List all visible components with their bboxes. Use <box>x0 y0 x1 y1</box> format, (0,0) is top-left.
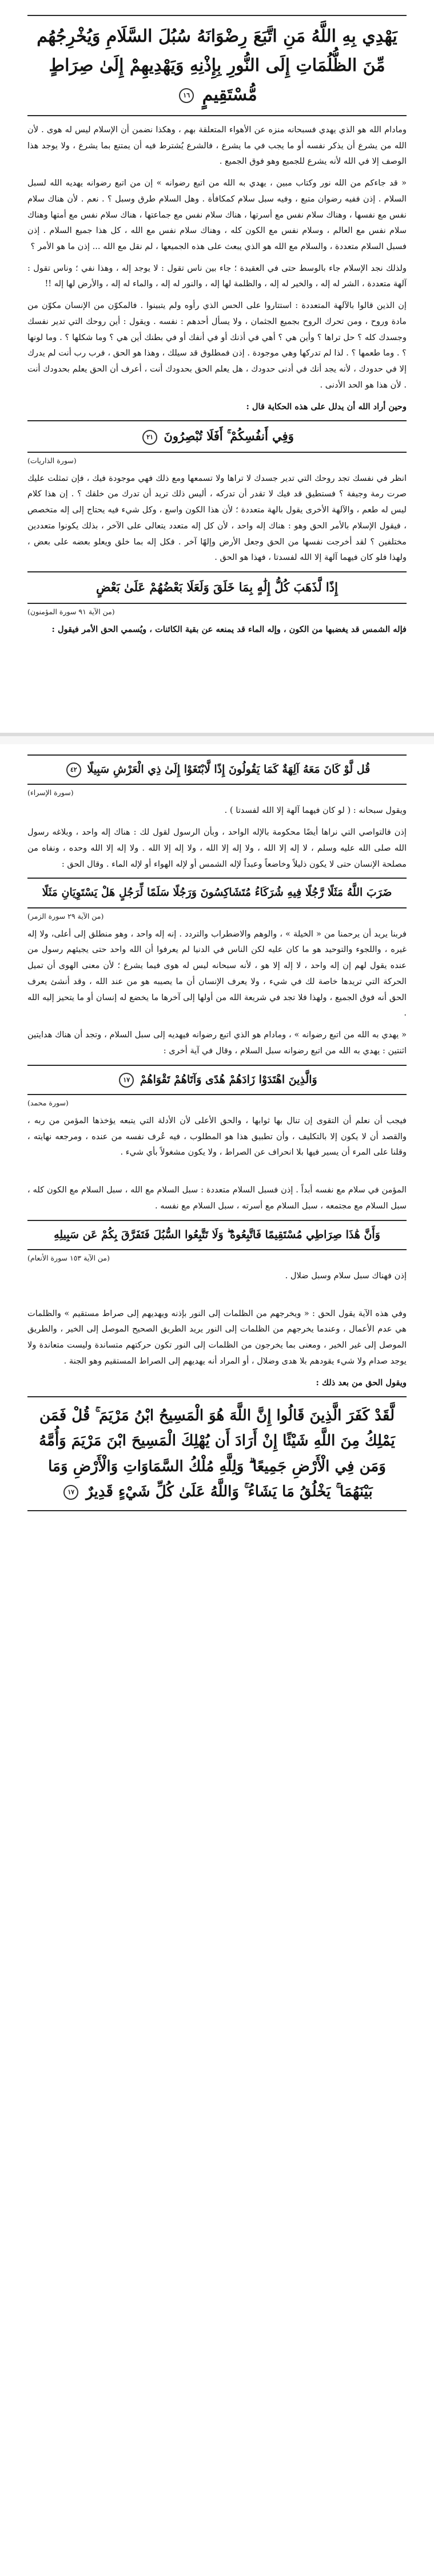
verse-number-ornament: ١٦ <box>179 88 194 103</box>
paragraph: وحين أراد الله أن يدلل على هذه الحكاية قال : <box>246 401 407 412</box>
paragraph: ويقول الحق من بعد ذلك : <box>316 1377 407 1388</box>
verse-number-ornament: ١٧ <box>119 1073 134 1088</box>
verse-text: لَّقَدْ كَفَرَ الَّذِينَ قَالُوا إِنَّ اللَّهَ هُوَ الْمَسِيحُ ابْنُ مَرْيَمَ ۚ قُلْ فَمَن يَمْلِكُ مِنَ اللَّهِ شَيْئًا إِنْ أَرَادَ أَن يُهْلِكَ الْمَسِيحَ ابْنَ مَرْيَمَ وَأُمَّهُ وَمَن فِي الْأَرْضِ جَمِيعًا ۗ وَلِلَّهِ مُلْكُ السَّمَاوَاتِ وَالْأَرْضِ وَمَا بَيْنَهُمَا ۚ يَخْلُقُ مَا يَشَاءُ ۚ وَاللَّهُ عَلَىٰ كُلِّ شَيْءٍ قَدِيرٌ <box>39 1407 395 1500</box>
paragraph: ومادام الله هو الذي يهدي فسبحانه منزه عن الأهواء المتعلقة بهم ، وهكذا نضمن أن الإسلام ليس له هوى . لأن الله من يشرع أن يذكر نفسه أو ما يجب في ما يشرع ، فالشرع يُشترط فيه أن يمتنع بما يشرع ، ولا يوجد هذا الوصف إلا في الله لأنه يشرع للجميع وهو فوق الجميع . <box>27 125 407 167</box>
page-divider <box>0 733 434 736</box>
quran-verse <box>27 1065 407 1095</box>
paragraph: المؤمن في سلام مع نفسه أبداً . إذن فسبل السلام متعددة : سبل السلام مع الله ، سبل السلام مع الكون كله ، سبل السلام مع مجتمعه ، سبل السلام مع أسرته ، سبل السلام مع نفسه . <box>27 1185 407 1211</box>
verse-number-ornament: ٤٢ <box>66 762 81 777</box>
quran-verse <box>27 1220 407 1250</box>
quran-verse <box>27 754 407 785</box>
verse-text: وَفِي أَنفُسِكُمْ ۚ أَفَلَا تُبْصِرُونَ <box>164 429 294 444</box>
paragraph: فإله الشمس قد يغضبها من الكون ، وإله الماء قد يمنعه عن بقية الكائنات ، ويُسمي الحق الأمر فيقول : <box>51 624 407 634</box>
quran-verse <box>27 571 407 604</box>
page-sheet-2 <box>0 740 434 2576</box>
verse-reference: (سورة محمد) <box>27 1098 69 1107</box>
quran-verse-bottom <box>27 1396 407 1511</box>
paragraph: « يهدي به الله من اتبع رضوانه » ، ومادام هو الذي اتبع رضوانه فيهديه إلى سبل السلام ، وتجد أن هناك هدايتين اثنتين : يهدي به الله من اتبع رضوانه سبل السلام ، وقال في آية أخرى : <box>27 1030 407 1056</box>
page-sheet-1 <box>0 0 434 727</box>
paragraph: فيجب أن نعلم أن التقوى إن تنال بها ثوابها ، والحق الأعلى لأن الأدلة التي يتبعه يؤخذها المؤمن من ربه ، والقصد أن لا يكون إلا بالتكليف ، وأن تطبيق هذا هو المطلوب ، فيه عُرف نفسه من عنده ، ومرجعه نهايته ، وقلنا على المرء أن يسير فيها بلا انحراف عن الصراط ، ولا يكون مشغولاً بأي شيء . <box>27 1115 407 1157</box>
quran-verse-top <box>27 15 407 116</box>
paragraph: فربنا يريد أن يرحمنا من « الخيلة » ، والوهم والاضطراب والتردد . إنه إله واحد ، وهو منطلق إلى أعلى، ولا إله غيره ، واللجوء والتوحيد هو ما كان عليه لكن الناس في الدنيا لم يعرفوا أن الله واحد حتى يجيئهم رسول من عنده يقول لهم إن إله واحد ، لا إله إلا هو ، لأنه سبحانه ليس له هوى فيما يشرع ؛ لأن معنى الهوى أن تميل الحركة التي تريدها خاصة لك في شيء ، ولا يعرف الإنسان أن ما يصيبه هو من عند الله ، وقد أنشئ يعرف الحق أنه فوق الجميع ، ولهذا فلا تجد في شريعة الله من أولها إلى آخرها ما يخضع له إنسان أو ما يتحيز إليه الله . <box>27 929 407 1018</box>
quran-verse <box>27 878 407 908</box>
verse-reference: (من الآية ٩١ سورة المؤمنون) <box>27 607 115 616</box>
paragraph: إذن فالتواصي التي نراها أيضًا محكومة بالإله الواحد ، وبأن الرسول لقول لك : هناك إله واحد ، وبلاغه رسول الله صلى الله عليه وسلم ، لا إله إلا الله ، ولا إله إلا الله ، ولا إله إلا الله . ولا إله إلا الله وحده ، ونفاه من مصلحة الإنسان حتى لا يكون ذليلاً وخاضعاً وعبداً لإله الشمس أو لإله الهواء أو لإله الماء . وقال الحق : <box>27 827 407 869</box>
verse-text: وَأَنَّ هَٰذَا صِرَاطِي مُسْتَقِيمًا فَاتَّبِعُوهُ ۖ وَلَا تَتَّبِعُوا السُّبُلَ فَتَفَرَّقَ بِكُمْ عَن سَبِيلِهِ <box>54 1228 380 1241</box>
verse-reference: (من الآية ١٥٣ سورة الأنعام) <box>27 1253 110 1262</box>
verse-text: وَالَّذِينَ اهْتَدَوْا زَادَهُمْ هُدًى وَآتَاهُمْ تَقْوَاهُمْ <box>140 1073 317 1086</box>
verse-text: ضَرَبَ اللَّهُ مَثَلًا رَّجُلًا فِيهِ شُرَكَاءُ مُتَشَاكِسُونَ وَرَجُلًا سَلَمًا لِّرَجُلٍ هَلْ يَسْتَوِيَانِ مَثَلًا <box>42 886 392 899</box>
quran-verse <box>27 420 407 453</box>
verse-text: قُل لَّوْ كَانَ مَعَهُ آلِهَةٌ كَمَا يَقُولُونَ إِذًا لَّابْتَغَوْا إِلَىٰ ذِي الْعَرْشِ سَبِيلًا <box>87 763 371 776</box>
verse-text: يَهْدِي بِهِ اللَّهُ مَنِ اتَّبَعَ رِضْوَانَهُ سُبُلَ السَّلَامِ وَيُخْرِجُهُم مِّنَ الظُّلُمَاتِ إِلَى النُّورِ بِإِذْنِهِ وَيَهْدِيهِمْ إِلَىٰ صِرَاطٍ مُّسْتَقِيمٍ <box>37 26 397 105</box>
paragraph: انظر في نفسك تجد روحك التي تدير جسدك لا تراها ولا تسمعها ومع ذلك فهي موجودة فيك ، فإن تمثلت عليك صرت رمة وجيفة ؟ فستطيق قد فيك لا تقدر أن تدركه ، أليس ذلك تريد أن تدرك من خلقك ؟ . إن هذا كلام ليس له طعم ، والآلهة الأخرى يقول بالهة متعددة ؛ لأن هذا الكون واسع ، وكل شيء فيه يحتاج إلى إله متخصص ، فيقول الإسلام بالأمر الحق وهو : هناك إله واحد ، لأن كل إله متعدد يتعالى على الآخر ، بذلك يكونوا متعددين مختلفين ؟ لقد أخرجت نفسها من الحق وجعل الأرض وإلهًا آخر . فكل إله بما خلق ويعلو بعضه على بعض ، ولهذا فلو كان فيهما آلهة إلا الله لفسدتا ، فهذا هو الحق . <box>27 473 407 563</box>
verse-reference: (سورة الذاريات) <box>27 456 77 465</box>
paragraph: إن الذين قالوا بالآلهة المتعددة : استتاروا على الحس الذي رأوه ولم يتبينوا . فالمكوّن من الإنسان مكوّن من مادة وروح ، ومن تحرك الروح بجميع الجثمان ، ولا يسأل أحدهم : نفسه . ويقول : أين روحك التي تدير نفسك وجسدك كله ؟ حل تراها ؟ وأين هي ؟ أهي في أذنك أو في أنفك أو في بطنك أين هي ؟ وما شكلها ؟ . وما لونها ؟ . وما طعمها ؟ . لذا لم تدركها وهي موجودة . إذن فمطلوق قد سيلك ، وهذا هو الحق ، فرب رب أنت لم يدرك إلا في حدودك ، لأنه يجد أنك في أدنى حدودك ، هل يعلم الحق بحدودك أنت ، أعرف أن الحق يعلم بحدودك أنت . لأن هذا هو الحد الأدنى . <box>27 301 407 390</box>
verse-text: إِذًا لَّذَهَبَ كُلُّ إِلَٰهٍ بِمَا خَلَقَ وَلَعَلَا بَعْضُهُمْ عَلَىٰ بَعْضٍ <box>96 580 338 595</box>
verse-number-ornament: ٢١ <box>142 430 157 445</box>
paragraph: « قد جاءكم من الله نور وكتاب مبين ، يهدي به الله من اتبع رضوانه » إن من اتبع رضوانه يهديه الله لسبل السلام . إذن ففيه رضوان متبع ، وفيه سبل سلام كمكافأة . وهل السلام طرق وسبل ؟ . نعم . لأن هناك سلام نفس مع نفسها ، وهناك سلام نفس مع أسرتها ، هناك سلام نفس مع جماعتها ، هناك سلام نفس مع أمتها وهناك سلام نفس مع العالم ، وسلام نفس مع الكون كله ، وهناك سلام نفس مع الله ، كل هذا جميع السلام . إذن فسبل السلام متعددة ، والسلام مع الله هو الذي يبعث على هذه الجميعها ، لم نقل مع الله ... إذن ما هو الأمر ؟ <box>27 178 407 252</box>
verse-reference: (من الآية ٢٩ سورة الزمر) <box>27 911 104 920</box>
verse-reference: (سورة الإسراء) <box>27 788 74 797</box>
paragraph: وفي هذه الآية يقول الحق : « ويخرجهم من الظلمات إلى النور بإذنه ويهديهم إلى صراط مستقيم » والظلمات هي عدم الأعمال ، وعندما يخرجهم من الظلمات إلى النور يريد الطريق الصحيح الموصل إلى الخير ، والطريق الموصل إلى غير الخير ، ومعنى بما يخرجون من الظلمات إلى النور تكون حركتهم متساندة وليست متعاندة ولا يوجد صدام ولا شيء يقودهم بلا هدى وضلال ، أو المراد أنه يهديهم إلى الصراط المستقيم وهو الجنة . <box>27 1308 407 1366</box>
paragraph: إذن فهناك سبل سلام وسبل ضلال . <box>285 1270 407 1281</box>
paragraph: ويقول سبحانه : ( لو كان فيهما آلهة إلا الله لفسدتا ) . <box>224 805 407 816</box>
verse-number-ornament: ١٧ <box>63 1485 78 1500</box>
paragraph: ولذلك نجد الإسلام جاء بالوسط حتى في العقيدة ؛ جاء بين ناس تقول : لا يوجد إله ، وهذا نفي ؛ وناس تقول : آلهة متعددة ، الشر له إله ، والخير له إله ، والظلمة لها إله ، والنور له إله ، والماء له إله ، والأرض لها إله !! <box>27 263 407 289</box>
